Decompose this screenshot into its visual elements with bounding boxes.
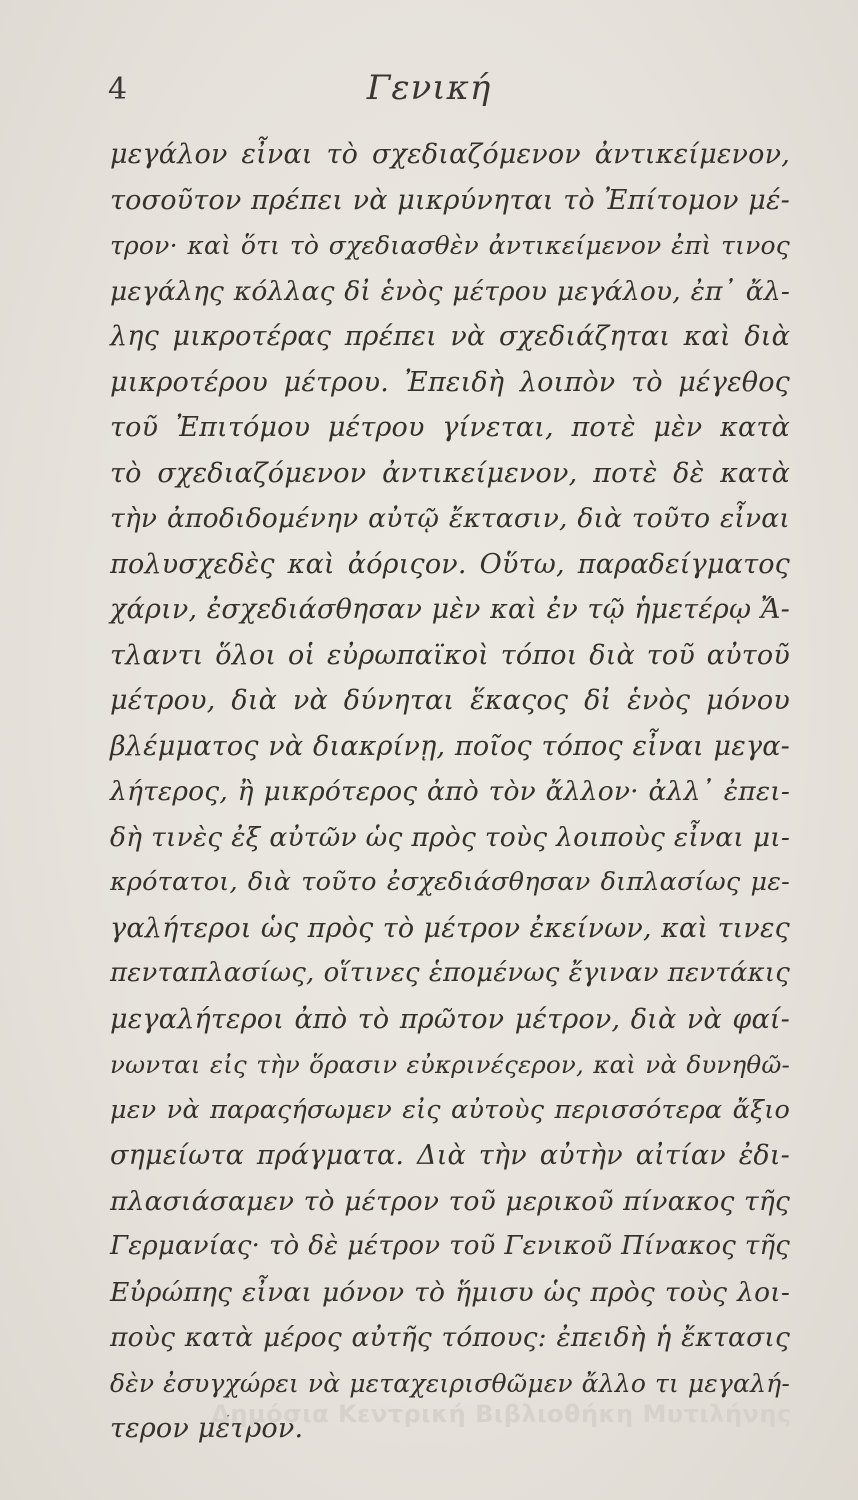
text-line: μεγάλον εἶναι τὸ σχεδιαζόμενον ἀντικείμενον,	[110, 139, 790, 170]
text-line: γαλήτεροι ὡς πρὸς τὸ μέτρον ἐκείνων, καὶ τινες	[110, 912, 790, 944]
running-head: Γενική	[366, 68, 492, 108]
text-line: χάριν, ἐσχεδιάσθησαν μὲν καὶ ἐν τῷ ἡμετέρῳ Ἄ-	[110, 594, 790, 625]
text-line: πολυσχεδὲς καὶ ἀόριςον. Οὕτω, παραδείγματος	[110, 548, 790, 580]
text-line: μέτρου, διὰ νὰ δύνηται ἕκαςος δἰ ἑνὸς μόνου	[110, 685, 790, 716]
library-watermark: Δημόσια Κεντρική Βιβλιοθήκη Μυτιλήνης	[211, 1400, 792, 1428]
text-line: σημείωτα πράγματα. Διὰ τὴν αὐτὴν αἰτίαν ἐδι-	[110, 1140, 790, 1171]
text-line: Εὐρώπης εἶναι μόνον τὸ ἥμισυ ὡς πρὸς τοὺς λοι-	[110, 1276, 790, 1308]
text-line: μεν νὰ παραςήσωμεν εἰς αὐτοὺς περισσότερα ἄξιο	[110, 1094, 790, 1125]
text-line: δὲν ἐσυγχώρει νὰ μεταχειρισθῶμεν ἄλλο τι μεγαλή-	[110, 1368, 790, 1398]
text-line: πενταπλασίως, οἵτινες ἑπομένως ἔγιναν πεντάκις	[110, 958, 790, 988]
text-line: Γερμανίας· τὸ δὲ μέτρον τοῦ Γενικοῦ Πίνακος τῆς	[110, 1231, 790, 1261]
text-line: μεγάλης κόλλας δἰ ἑνὸς μέτρου μεγάλου, ἐπ᾽ ἄλ-	[110, 275, 790, 307]
text-line: τοῦ Ἐπιτόμου μέτρου γίνεται, ποτὲ μὲν κατὰ	[110, 412, 790, 443]
text-line: δὴ τινὲς ἐξ αὐτῶν ὡς πρὸς τοὺς λοιποὺς εἶναι μι-	[110, 821, 790, 853]
text-line: μεγαλήτεροι ἀπὸ τὸ πρῶτον μέτρον, διὰ νὰ φαί-	[110, 1003, 790, 1035]
text-line: νωνται εἰς τὴν ὅρασιν εὐκρινέςερον, καὶ νὰ δυνηθῶ-	[110, 1050, 790, 1079]
text-line: βλέμματος νὰ διακρίνῃ, ποῖος τόπος εἶναι μεγα-	[110, 730, 790, 762]
text-line: τὴν ἀποδιδομένην αὐτῷ ἔκτασιν, διὰ τοῦτο εἶναι	[110, 503, 790, 534]
body-text	[110, 132, 790, 1452]
text-line: ποὺς κατὰ μέρος αὐτῆς τόπους: ἐπειδὴ ἡ ἔκτασις	[110, 1322, 790, 1353]
text-line: τὸ σχεδιαζόμενον ἀντικείμενον, ποτὲ δὲ κατὰ	[110, 457, 790, 489]
page-header	[0, 66, 858, 116]
text-line: κρότατοι, διὰ τοῦτο ἐσχεδιάσθησαν διπλασίως με-	[110, 867, 790, 897]
text-line: μικροτέρου μέτρου. Ἐπειδὴ λοιπὸν τὸ μέγεθος	[110, 366, 790, 398]
text-line: τρον· καὶ ὅτι τὸ σχεδιασθὲν ἀντικείμενον ἐπὶ τινος	[110, 231, 790, 260]
page-number: 4	[108, 72, 128, 107]
text-line: πλασιάσαμεν τὸ μέτρον τοῦ μερικοῦ πίνακος τῆς	[110, 1185, 790, 1217]
text-line: τερον μέτρον.	[110, 1413, 304, 1444]
text-line: λήτερος, ἢ μικρότερος ἀπὸ τὸν ἄλλον· ἀλλ᾽ ἐπει-	[110, 776, 790, 807]
text-line: τοσοῦτον πρέπει νὰ μικρύνηται τὸ Ἐπίτομον μέ-	[110, 184, 790, 216]
text-line: τλαντι ὅλοι οἱ εὐρωπαϊκοὶ τόποι διὰ τοῦ αὐτοῦ	[110, 639, 790, 671]
text-line: λης μικροτέρας πρέπει νὰ σχεδιάζηται καὶ διὰ	[110, 321, 790, 352]
